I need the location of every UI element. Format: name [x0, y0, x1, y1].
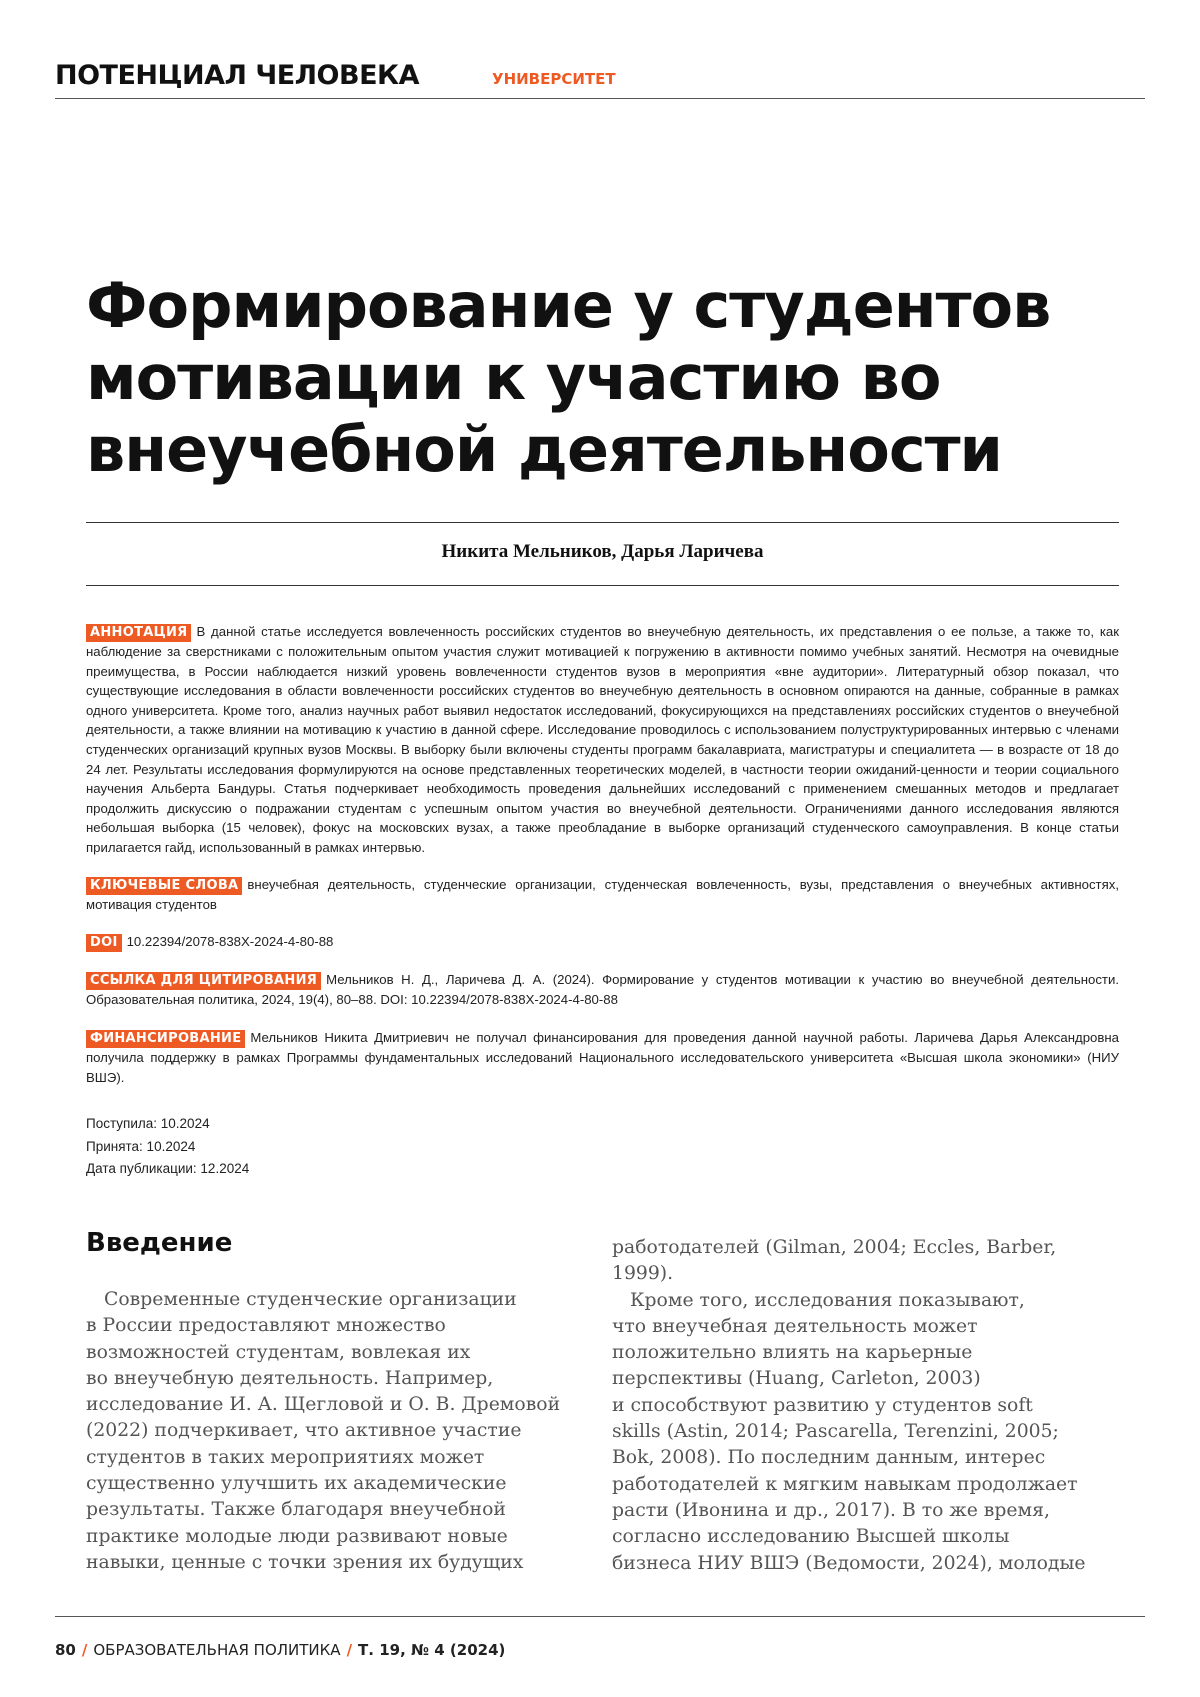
section-title: ПОТЕНЦИАЛ ЧЕЛОВЕКА	[55, 60, 419, 91]
funding-block	[86, 1028, 1119, 1087]
authors: Никита Мельников, Дарья Ларичева	[86, 541, 1119, 563]
slash-separator: /	[347, 1641, 352, 1659]
body-column-left	[86, 1287, 606, 1576]
citation-text: Мельников Н. Д., Ларичева Д. А. (2024). Формирование у студентов мотивации к участию во внеучебной деятельности. Образовательная политика, 2024, 19(4), 80–88. DOI: 10.22394/2078-838X-2024-4-80-88	[86, 972, 1119, 1007]
running-header	[55, 58, 1145, 99]
body-line: бизнеса НИУ ВШЭ (Ведомости, 2024), молодые	[612, 1551, 1132, 1577]
keywords-block	[86, 875, 1119, 915]
abstract-block	[86, 622, 1119, 858]
body-line: skills (Astin, 2014; Pascarella, Terenzini, 2005;	[612, 1419, 1132, 1445]
body-line: исследование И. А. Щегловой и О. В. Дремовой	[86, 1392, 606, 1418]
slash-separator: /	[82, 1641, 87, 1659]
abstract-label: АННОТАЦИЯ	[86, 624, 191, 642]
funding-label: ФИНАНСИРОВАНИЕ	[86, 1030, 245, 1048]
date-accepted: Принята: 10.2024	[86, 1136, 249, 1159]
page-number: 80	[55, 1641, 76, 1659]
body-line: положительно влиять на карьерные	[612, 1340, 1132, 1366]
body-line: 1999).	[612, 1261, 1132, 1287]
article-dates	[86, 1113, 249, 1181]
body-line: перспективы (Huang, Carleton, 2003)	[612, 1366, 1132, 1392]
date-published: Дата публикации: 12.2024	[86, 1158, 249, 1181]
body-line: согласно исследованию Высшей школы	[612, 1524, 1132, 1550]
doi-block	[86, 932, 1119, 952]
title-line: мотивации к участию во	[86, 341, 940, 414]
body-line: (2022) подчеркивает, что активное участие	[86, 1418, 606, 1444]
body-line: Bok, 2008). По последним данным, интерес	[612, 1445, 1132, 1471]
title-line: внеучебной деятельности	[86, 413, 1002, 486]
body-line: расти (Ивонина и др., 2017). В то же время,	[612, 1498, 1132, 1524]
body-line: и способствуют развитию у студентов soft	[612, 1393, 1132, 1419]
running-footer	[55, 1616, 1145, 1657]
citation-block	[86, 970, 1119, 1010]
body-line: результаты. Также благодаря внеучебной	[86, 1497, 606, 1523]
citation-label: ССЫЛКА ДЛЯ ЦИТИРОВАНИЯ	[86, 972, 321, 990]
funding-text: Мельников Никита Дмитриевич не получал финансирования для проведения данной научной работы. Ларичева Дарья Александровна получила поддержку в рамках Программы фундаментальных исследований Национального исследовательского университета «Высшая школа экономики» (НИУ ВШЭ).	[86, 1030, 1119, 1085]
body-line: Кроме того, исследования показывают,	[612, 1288, 1132, 1314]
body-line: работодателей к мягким навыкам продолжает	[612, 1472, 1132, 1498]
divider	[86, 585, 1119, 586]
keywords-text: внеучебная деятельность, студенческие организации, студенческая вовлеченность, вузы, представления о внеучебных активностях, мотивация студентов	[86, 877, 1119, 912]
keywords-label: КЛЮЧЕВЫЕ СЛОВА	[86, 877, 242, 895]
divider	[86, 522, 1119, 523]
body-line: студентов в таких мероприятиях может	[86, 1445, 606, 1471]
abstract-text: В данной статье исследуется вовлеченность российских студентов во внеучебную деятельность, их представления о ее пользе, а также то, как наблюдение за сверстниками с положительным опытом участия служит мотивацией к погружению в активности помимо учебных занятий. Несмотря на очевидные преимущества, в России наблюдается низкий уровень вовлеченности студентов вузов в мероприятия «вне аудитории». Литературный обзор показал, что существующие исследования в области вовлеченности российских студентов во внеучебную деятельность в основном опираются на данные, собранные в рамках одного университета. Кроме того, анализ научных работ выявил недостаток исследований, фокусирующихся на представлениях российских студентов о внеучебной деятельности, а также влиянии на мотивацию к участию в данной сфере. Исследование проводилось с использованием полуструктурированных интервью с членами студенческих организаций крупных вузов Москвы. В выборку были включены студенты программ бакалавриата, магистратуры и специалитета — в возрасте от 18 до 24 лет. Результаты исследования формулируются на основе представленных теоретических моделей, в частности теории ожиданий-ценности и теории социального научения Альберта Бандуры. Статья подчеркивает необходимость проведения дальнейших исследований с применением смешанных методов и предлагает продолжить дискуссию о подражании студентам с успешным опытом участия во внеучебной деятельности. Ограничениями данного исследования являются небольшая выборка (15 человек), фокус на московских вузах, а также преобладание в выборке организаций студенческого самоуправления. В конце статьи прилагается гайд, использованный в рамках интервью.	[86, 624, 1119, 855]
date-received: Поступила: 10.2024	[86, 1113, 249, 1136]
article-title	[86, 270, 1126, 486]
body-line: во внеучебную деятельность. Например,	[86, 1366, 606, 1392]
body-line: что внеучебная деятельность может	[612, 1314, 1132, 1340]
body-line: практике молодые люди развивают новые	[86, 1524, 606, 1550]
body-line: в России предоставляют множество	[86, 1313, 606, 1339]
body-line: существенно улучшить их академические	[86, 1471, 606, 1497]
title-line: Формирование у студентов	[86, 269, 1050, 342]
body-line: возможностей студентам, вовлекая их	[86, 1340, 606, 1366]
body-line: навыки, ценные с точки зрения их будущих	[86, 1550, 606, 1576]
doi-text[interactable]: 10.22394/2078-838X-2024-4-80-88	[127, 934, 334, 949]
body-line: Современные студенческие организации	[86, 1287, 606, 1313]
section-heading: Введение	[86, 1228, 232, 1258]
body-line: работодателей (Gilman, 2004; Eccles, Barber,	[612, 1235, 1132, 1261]
journal-name: ОБРАЗОВАТЕЛЬНАЯ ПОЛИТИКА	[93, 1641, 340, 1659]
subsection-title: УНИВЕРСИТЕТ	[492, 70, 616, 88]
doi-label: DOI	[86, 934, 122, 952]
body-column-right	[612, 1235, 1132, 1577]
volume-issue: Т. 19, № 4 (2024)	[358, 1641, 505, 1659]
